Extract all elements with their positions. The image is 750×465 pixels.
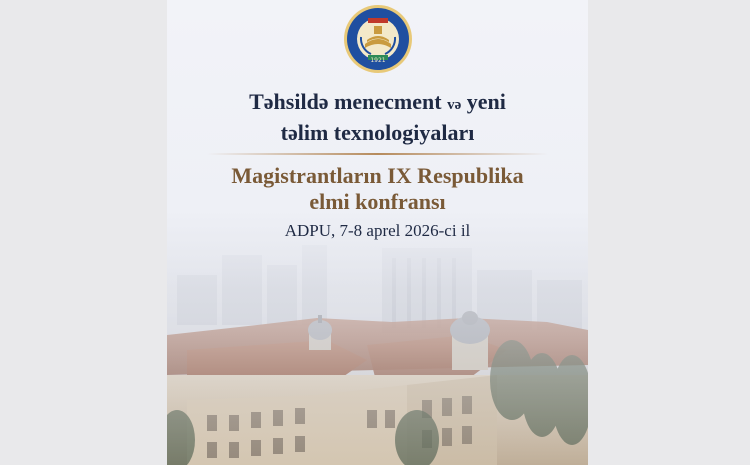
poster-title <box>167 88 588 146</box>
title-conjunction: və <box>447 97 462 113</box>
gold-divider <box>207 153 548 155</box>
conference-poster <box>167 0 588 465</box>
title-line2: təlim texnologiyaları <box>280 120 475 145</box>
conference-subtitle <box>167 163 588 215</box>
subtitle-line2: elmi konfransı <box>309 189 446 214</box>
subtitle-line1: Magistrantların IX Respublika <box>231 163 524 188</box>
title-part1: Təhsildə menecment <box>249 89 448 114</box>
emblem-year: 1921 <box>370 57 386 64</box>
event-date: ADPU, 7-8 aprel 2026-ci il <box>284 221 471 240</box>
title-part2: yeni <box>461 89 506 114</box>
